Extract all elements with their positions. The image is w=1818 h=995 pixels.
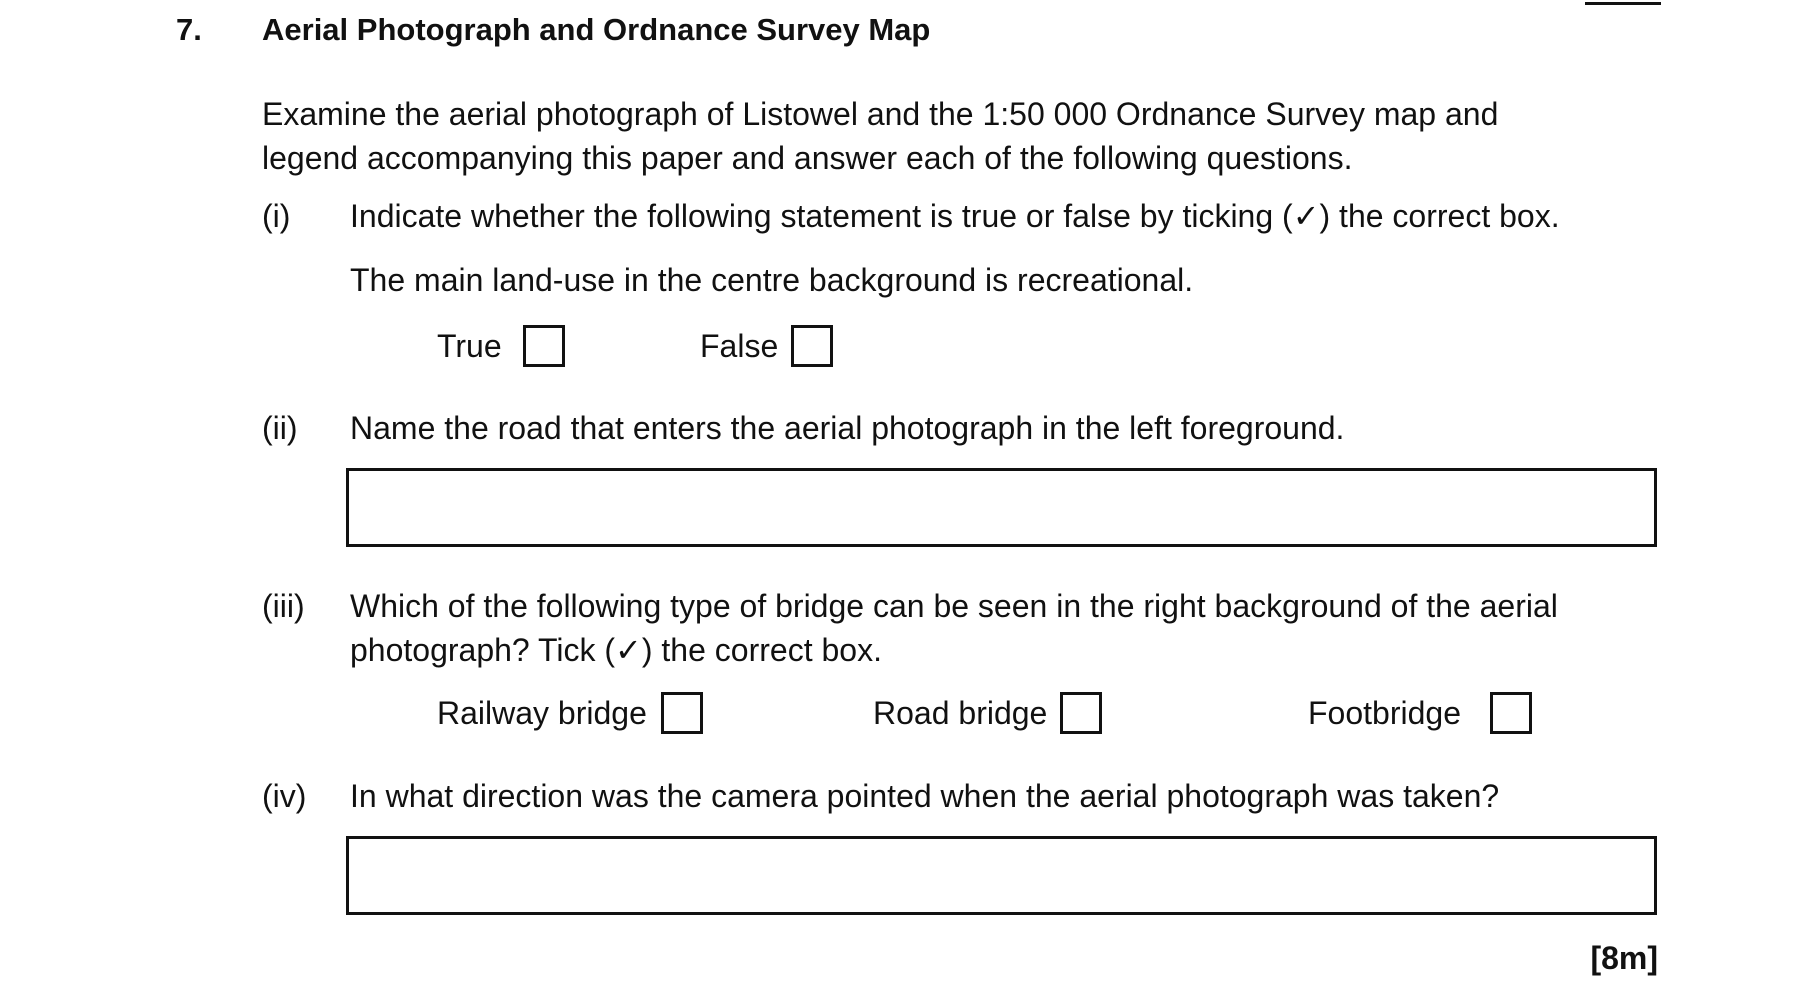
part-iv-answer-box[interactable] bbox=[346, 836, 1657, 915]
part-ii-question: Name the road that enters the aerial photograph in the left foreground. bbox=[350, 410, 1345, 446]
option-footbridge-label: Footbridge bbox=[1308, 695, 1461, 731]
railway-bridge-checkbox[interactable] bbox=[661, 692, 703, 734]
question-title: Aerial Photograph and Ordnance Survey Map bbox=[262, 12, 931, 47]
intro-line: Examine the aerial photograph of Listowel and the 1:50 000 Ordnance Survey map and bbox=[262, 96, 1499, 132]
part-i-statement: The main land-use in the centre background is recreational. bbox=[350, 262, 1194, 298]
part-iii-label: (iii) bbox=[262, 588, 305, 624]
page-corner-mark bbox=[1585, 0, 1661, 5]
part-i-label: (i) bbox=[262, 198, 291, 234]
part-ii-label: (ii) bbox=[262, 410, 298, 446]
part-iv-label: (iv) bbox=[262, 778, 307, 814]
part-i-instruction: Indicate whether the following statement is true or false by ticking (✓) the correct box. bbox=[350, 198, 1560, 234]
intro-line: legend accompanying this paper and answer each of the following questions. bbox=[262, 140, 1353, 176]
question-intro bbox=[262, 92, 1662, 180]
footbridge-checkbox[interactable] bbox=[1490, 692, 1532, 734]
part-iv-question: In what direction was the camera pointed when the aerial photograph was taken? bbox=[350, 778, 1500, 814]
road-bridge-checkbox[interactable] bbox=[1060, 692, 1102, 734]
false-checkbox[interactable] bbox=[791, 325, 833, 367]
marks-total: [8m] bbox=[1590, 940, 1658, 976]
part-iii-question-line: Which of the following type of bridge can be seen in the right background of the aerial bbox=[350, 588, 1558, 624]
true-checkbox[interactable] bbox=[523, 325, 565, 367]
option-true-label: True bbox=[437, 328, 502, 364]
option-railway-bridge-label: Railway bridge bbox=[437, 695, 647, 731]
part-iii-question-line: photograph? Tick (✓) the correct box. bbox=[350, 632, 882, 668]
option-road-bridge-label: Road bridge bbox=[873, 695, 1048, 731]
option-false-label: False bbox=[700, 328, 779, 364]
question-number: 7. bbox=[176, 12, 202, 47]
part-ii-answer-box[interactable] bbox=[346, 468, 1657, 547]
